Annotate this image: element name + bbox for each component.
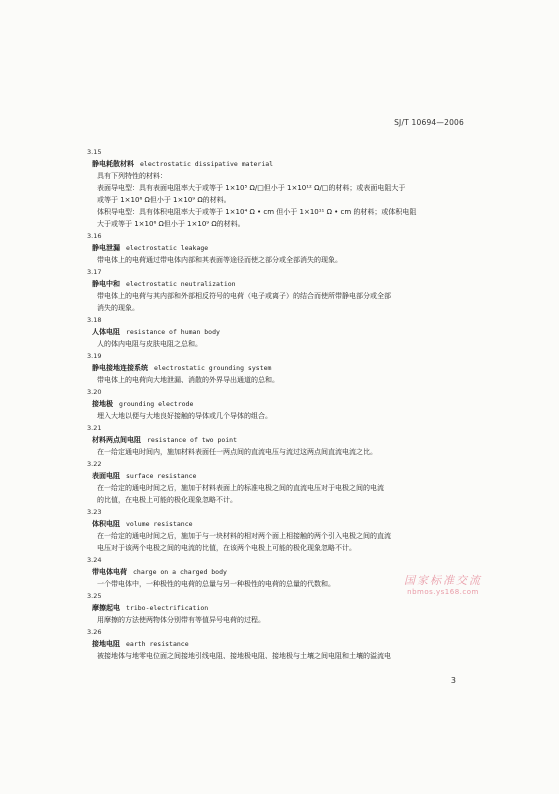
term-chinese-name: 静电耗散材料 (92, 160, 134, 168)
term-english-name: electrostatic neutralization (126, 280, 236, 288)
term-chinese-name: 表面电阻 (92, 472, 120, 480)
term-english-name: electrostatic grounding system (154, 364, 272, 372)
term-definition-line: 带电体上的电荷与其内部和外部相反符号的电荷（电子或离子）的结合而使所带静电部分或全部 (97, 292, 391, 300)
term-entry (89, 230, 467, 266)
term-definition-line: 表面导电型：具有表面电阻率大于或等于 1×10⁵ Ω/□但小于 1×10¹² Ω/□的材料；或表面电阻大于 (97, 184, 406, 192)
term-definition-line: 一个带电体中，一种极性的电荷的总量与另一种极性的电荷的总量的代数和。 (97, 580, 335, 588)
term-entry (89, 422, 467, 458)
term-chinese-name: 静电泄漏 (92, 244, 120, 252)
term-title (89, 278, 467, 290)
term-chinese-name: 摩擦起电 (92, 604, 120, 612)
term-number: 3.22 (87, 460, 102, 468)
term-definition-line: 大于或等于 1×10⁶ Ω但小于 1×10⁹ Ω的材料。 (97, 220, 245, 228)
term-definition-line: 电压对于该两个电极之间的电流的比值，在该两个电极上可能的极化现象忽略不计。 (97, 544, 356, 552)
term-title (89, 242, 467, 254)
term-title (89, 434, 467, 446)
term-chinese-name: 静电接地连接系统 (92, 364, 148, 372)
term-number: 3.24 (87, 556, 102, 564)
term-english-name: electrostatic dissipative material (140, 160, 274, 168)
term-definition-line: 埋入大地以便与大地良好接触的导体或几个导体的组合。 (97, 412, 272, 420)
watermark-title: 国家标准交流 (404, 574, 482, 587)
term-title (89, 470, 467, 482)
term-chinese-name: 静电中和 (92, 280, 120, 288)
term-number: 3.19 (87, 352, 102, 360)
term-number: 3.26 (87, 628, 102, 636)
term-entry (89, 146, 467, 230)
term-english-name: earth resistance (126, 640, 189, 648)
term-english-name: surface resistance (126, 472, 197, 480)
term-entry (89, 350, 467, 386)
term-definition-line: 带电体上的电荷通过带电体内部和其表面等途径而使之部分或全部消失的现象。 (97, 256, 342, 264)
term-title (89, 326, 467, 338)
term-english-name: volume resistance (126, 520, 193, 528)
term-title (89, 398, 467, 410)
document-code: SJ/T 10694—2006 (394, 118, 464, 127)
term-number: 3.23 (87, 508, 102, 516)
term-entry (89, 626, 467, 662)
watermark (404, 572, 482, 596)
term-definition-line: 或等于 1×10⁶ Ω但小于 1×10⁹ Ω的材料。 (97, 196, 231, 204)
term-entry (89, 266, 467, 314)
term-definition-line: 的比值，在电极上可能的极化现象忽略不计。 (97, 496, 237, 504)
term-number: 3.17 (87, 268, 102, 276)
term-definition-line: 消失的现象。 (97, 304, 139, 312)
term-definition-line: 在一给定的通电时间之后，施加于与一块材料的相对两个面上相接触的两个引入电极之间的直流 (97, 532, 391, 540)
term-chinese-name: 材料两点间电阻 (92, 436, 141, 444)
term-number: 3.20 (87, 388, 102, 396)
term-definition-line: 带电体上的电荷向大地泄漏、消散的外界导出通道的总和。 (97, 376, 279, 384)
term-definition-line: 人的体内电阻与皮肤电阻之总和。 (97, 340, 202, 348)
term-entry (89, 314, 467, 350)
term-chinese-name: 带电体电荷 (92, 568, 127, 576)
term-definition-line: 用摩擦的方法使两物体分别带有等值异号电荷的过程。 (97, 616, 265, 624)
term-definition-line: 在一给定通电时间内，施加材料表面任一两点间的直流电压与流过这两点间直流电流之比。 (97, 448, 377, 456)
term-chinese-name: 人体电阻 (92, 328, 120, 336)
term-number: 3.25 (87, 592, 102, 600)
term-chinese-name: 体积电阻 (92, 520, 120, 528)
term-chinese-name: 接地极 (92, 400, 113, 408)
term-number: 3.18 (87, 316, 102, 324)
term-english-name: resistance of human body (126, 328, 220, 336)
term-english-name: tribo-electrification (126, 604, 209, 612)
term-entry (89, 386, 467, 422)
term-definition-line: 具有下列特性的材料： (97, 172, 167, 180)
term-definition-line: 体积导电型：具有体积电阻率大于或等于 1×10⁴ Ω • cm 但小于 1×10¹¹ Ω • cm 的材料；或体积电阻 (97, 208, 417, 216)
term-entry (89, 458, 467, 506)
term-english-name: charge on a charged body (133, 568, 227, 576)
term-title (89, 158, 467, 170)
term-title (89, 518, 467, 530)
term-title (89, 362, 467, 374)
page-number: 3 (450, 676, 456, 685)
term-english-name: resistance of two point (147, 436, 238, 444)
term-chinese-name: 接地电阻 (92, 640, 120, 648)
term-number: 3.15 (87, 148, 102, 156)
term-entry (89, 506, 467, 554)
term-title (89, 638, 467, 650)
term-definition-line: 被接地体与地零电位面之间接地引线电阻、接地极电阻、接地极与土壤之间电阻和土壤的溢流电 (97, 652, 391, 660)
watermark-url: nbmos.ys168.com (407, 588, 479, 596)
term-title (89, 602, 467, 614)
term-number: 3.16 (87, 232, 102, 240)
term-english-name: grounding electrode (119, 400, 194, 408)
term-english-name: electrostatic leakage (126, 244, 209, 252)
term-definition-line: 在一给定的通电时间之后，施加于材料表面上的标准电极之间的直流电压对于电极之间的电流 (97, 484, 384, 492)
term-number: 3.21 (87, 424, 102, 432)
